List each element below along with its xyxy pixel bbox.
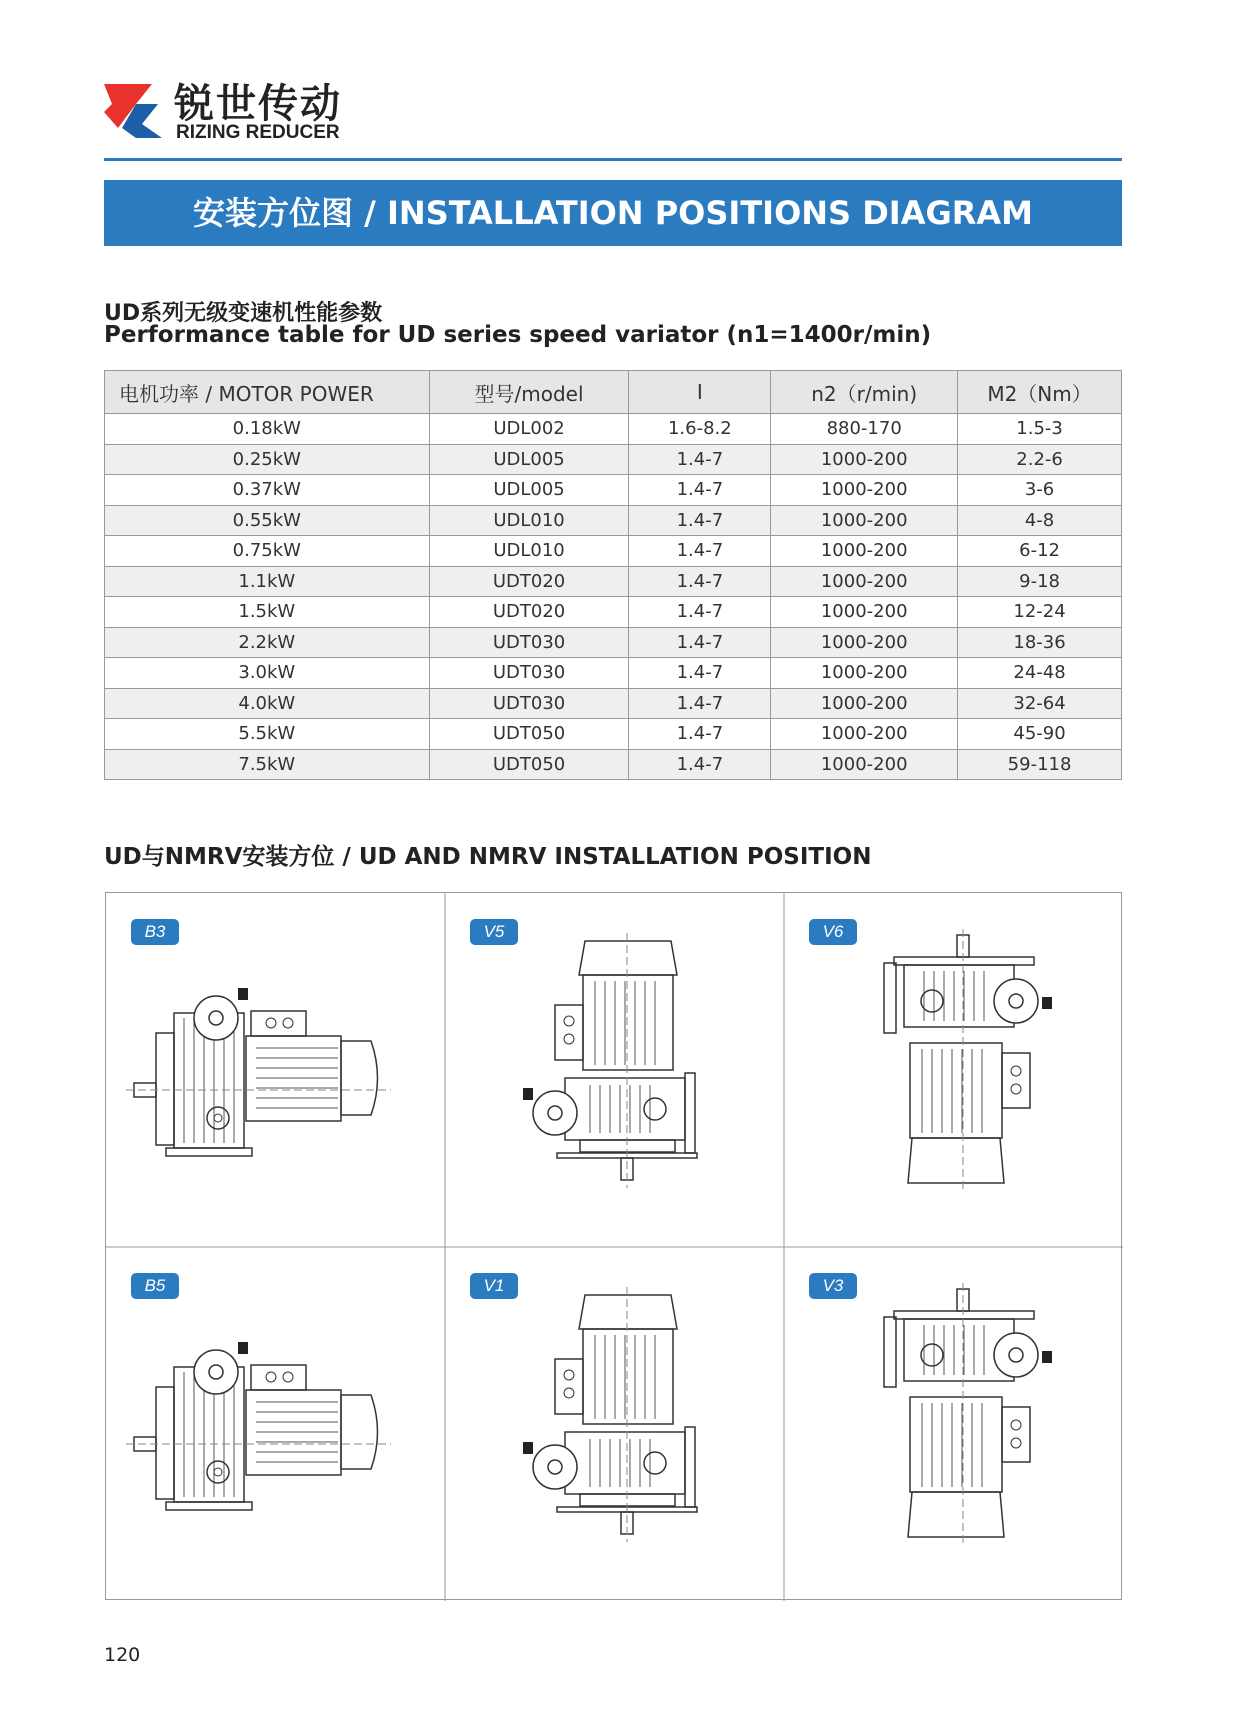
performance-table (104, 370, 1122, 780)
header-rule (104, 158, 1122, 161)
cell-m2: 6-12 (958, 536, 1122, 567)
cell-model: UDL005 (429, 475, 629, 506)
cell-m2: 45-90 (958, 719, 1122, 750)
cell-n2: 1000-200 (771, 749, 958, 780)
cell-ratio: 1.4-7 (629, 627, 771, 658)
cell-model: UDT020 (429, 566, 629, 597)
cell-n2: 1000-200 (771, 505, 958, 536)
position-badge: B5 (131, 1273, 179, 1299)
col-header-ratio: I (629, 371, 771, 414)
cell-power: 0.37kW (105, 475, 430, 506)
cell-m2: 24-48 (958, 658, 1122, 689)
cell-ratio: 1.4-7 (629, 566, 771, 597)
position-cell-v3 (784, 1247, 1123, 1601)
cell-m2: 18-36 (958, 627, 1122, 658)
table-row (105, 688, 1122, 719)
cell-ratio: 1.4-7 (629, 444, 771, 475)
table-row (105, 444, 1122, 475)
cell-model: UDT030 (429, 688, 629, 719)
gearmotor-b5-drawing (106, 1247, 445, 1601)
position-badge: B3 (131, 919, 179, 945)
cell-ratio: 1.4-7 (629, 475, 771, 506)
installation-grid (105, 892, 1122, 1600)
gearmotor-v6-drawing (784, 893, 1123, 1247)
cell-n2: 880-170 (771, 414, 958, 445)
installation-title: UD与NMRV安装方位 / UD AND NMRV INSTALLATION POSITION (104, 844, 872, 870)
cell-n2: 1000-200 (771, 597, 958, 628)
table-row (105, 536, 1122, 567)
gearmotor-b3-drawing (106, 893, 445, 1247)
cell-power: 1.5kW (105, 597, 430, 628)
cell-ratio: 1.4-7 (629, 597, 771, 628)
cell-n2: 1000-200 (771, 536, 958, 567)
cell-ratio: 1.4-7 (629, 658, 771, 689)
cell-ratio: 1.4-7 (629, 536, 771, 567)
cell-model: UDL002 (429, 414, 629, 445)
cell-power: 0.18kW (105, 414, 430, 445)
cell-model: UDT020 (429, 597, 629, 628)
cell-ratio: 1.4-7 (629, 688, 771, 719)
table-row (105, 719, 1122, 750)
cell-m2: 59-118 (958, 749, 1122, 780)
table-row (105, 627, 1122, 658)
cell-power: 1.1kW (105, 566, 430, 597)
page-title-banner: 安装方位图 / INSTALLATION POSITIONS DIAGRAM (104, 180, 1122, 246)
table-row (105, 597, 1122, 628)
brand-name-cn: 锐世传动 (174, 81, 342, 127)
cell-ratio: 1.4-7 (629, 505, 771, 536)
position-badge: V3 (809, 1273, 857, 1299)
cell-m2: 32-64 (958, 688, 1122, 719)
table-row (105, 749, 1122, 780)
cell-n2: 1000-200 (771, 475, 958, 506)
table-row (105, 658, 1122, 689)
table-row (105, 566, 1122, 597)
cell-model: UDT030 (429, 627, 629, 658)
cell-power: 7.5kW (105, 749, 430, 780)
cell-ratio: 1.6-8.2 (629, 414, 771, 445)
position-cell-v5 (445, 893, 784, 1247)
col-header-n2: n2（r/min) (771, 371, 958, 414)
gearmotor-v5-drawing (445, 893, 784, 1247)
cell-power: 0.75kW (105, 536, 430, 567)
logo-mark-icon (102, 82, 164, 140)
cell-ratio: 1.4-7 (629, 749, 771, 780)
position-badge: V1 (470, 1273, 518, 1299)
cell-power: 2.2kW (105, 627, 430, 658)
cell-n2: 1000-200 (771, 566, 958, 597)
position-cell-v1 (445, 1247, 784, 1601)
cell-m2: 4-8 (958, 505, 1122, 536)
cell-power: 0.55kW (105, 505, 430, 536)
performance-title-en: Performance table for UD series speed variator (n1=1400r/min) (104, 322, 932, 348)
brand-name-en: RIZING REDUCER (176, 122, 340, 143)
cell-m2: 12-24 (958, 597, 1122, 628)
cell-ratio: 1.4-7 (629, 719, 771, 750)
cell-n2: 1000-200 (771, 658, 958, 689)
cell-model: UDT050 (429, 719, 629, 750)
cell-m2: 1.5-3 (958, 414, 1122, 445)
cell-model: UDT030 (429, 658, 629, 689)
cell-model: UDL010 (429, 536, 629, 567)
cell-model: UDL010 (429, 505, 629, 536)
position-cell-v6 (784, 893, 1123, 1247)
cell-power: 5.5kW (105, 719, 430, 750)
table-header-row (105, 371, 1122, 414)
table-row (105, 475, 1122, 506)
table-row (105, 414, 1122, 445)
col-header-model: 型号/model (429, 371, 629, 414)
position-badge: V6 (809, 919, 857, 945)
position-cell-b5 (106, 1247, 445, 1601)
cell-power: 3.0kW (105, 658, 430, 689)
cell-model: UDT050 (429, 749, 629, 780)
cell-m2: 3-6 (958, 475, 1122, 506)
position-cell-b3 (106, 893, 445, 1247)
cell-n2: 1000-200 (771, 688, 958, 719)
cell-n2: 1000-200 (771, 719, 958, 750)
brand-logo (102, 82, 362, 142)
table-row (105, 505, 1122, 536)
cell-m2: 9-18 (958, 566, 1122, 597)
col-header-m2: M2（Nm） (958, 371, 1122, 414)
cell-m2: 2.2-6 (958, 444, 1122, 475)
col-header-motor-power: 电机功率 / MOTOR POWER (105, 371, 430, 414)
page-number: 120 (104, 1644, 141, 1666)
performance-title-cn: UD系列无级变速机性能参数 (104, 301, 383, 326)
cell-n2: 1000-200 (771, 627, 958, 658)
cell-n2: 1000-200 (771, 444, 958, 475)
gearmotor-v3-drawing (784, 1247, 1123, 1601)
position-badge: V5 (470, 919, 518, 945)
gearmotor-v1-drawing (445, 1247, 784, 1601)
cell-power: 0.25kW (105, 444, 430, 475)
cell-model: UDL005 (429, 444, 629, 475)
cell-power: 4.0kW (105, 688, 430, 719)
